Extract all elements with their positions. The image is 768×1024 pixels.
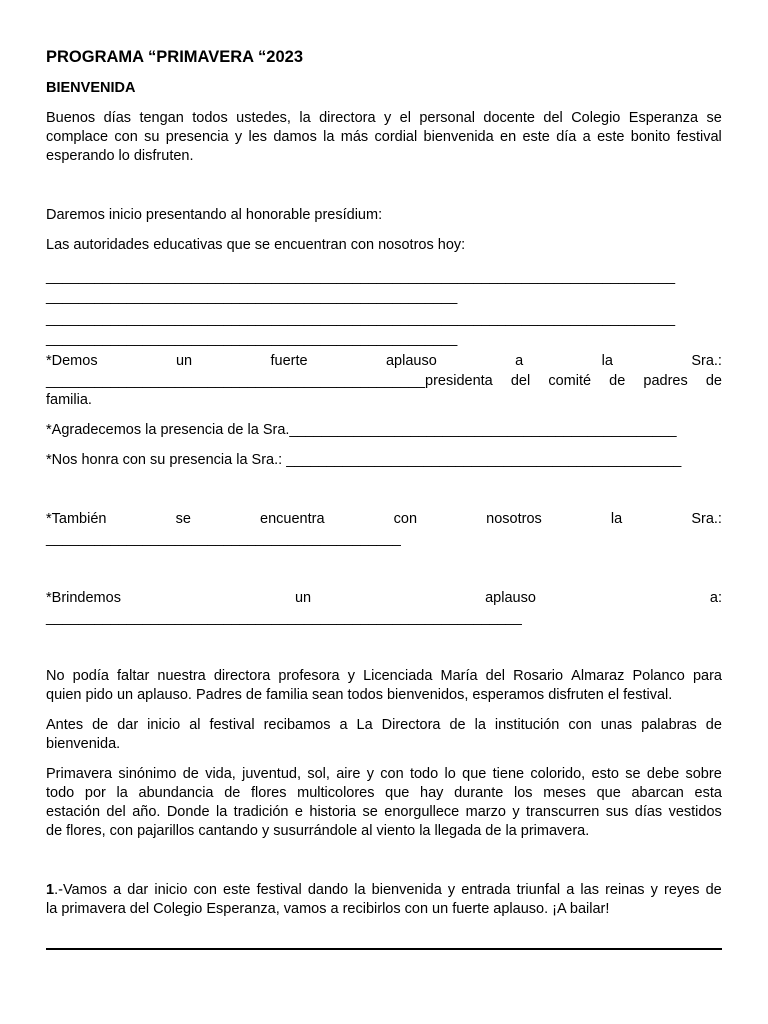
word: inicio [154, 882, 188, 898]
word: esta [694, 785, 722, 801]
word: Sra.: [691, 511, 722, 527]
word: aplauso [385, 353, 437, 369]
word: por [84, 785, 106, 801]
word: hay [420, 785, 444, 801]
word: que [385, 785, 410, 801]
word: María [440, 668, 478, 684]
word: Primavera [46, 766, 113, 782]
antes-line-1 [46, 716, 722, 735]
blank-line: ___________________________________________________________ [46, 610, 522, 626]
word: padres [643, 373, 688, 389]
word: los [513, 785, 533, 801]
word: la [601, 353, 613, 369]
word: personal [419, 110, 475, 126]
bottom-rule [46, 948, 722, 950]
word: la [474, 717, 486, 733]
agradecemos-line [46, 421, 722, 440]
word: damos [273, 129, 317, 145]
brindemos-line [46, 589, 722, 608]
word: vestidos [668, 804, 722, 820]
word: para [692, 668, 722, 684]
word: institución [494, 717, 560, 733]
word: con [380, 766, 404, 782]
word: a [113, 882, 122, 898]
blank-line: ______________________________________________________________________________ [46, 269, 676, 285]
word: la [116, 785, 128, 801]
word: de [705, 373, 722, 389]
word: todos [192, 110, 228, 126]
word: se [175, 511, 191, 527]
word: tengan [139, 110, 184, 126]
word: al [189, 717, 201, 733]
word: y [234, 129, 243, 145]
word: No [46, 668, 65, 684]
word: las [580, 882, 599, 898]
word: transcurren [526, 804, 600, 820]
demos-line-3: familia. [46, 392, 92, 408]
word: tiene [492, 766, 525, 782]
word: Esperanza [628, 110, 699, 126]
demos-line-2 [46, 372, 722, 391]
word: la [610, 511, 623, 527]
blank-line: ________________________________________________ [289, 422, 677, 438]
word: comité [548, 373, 592, 389]
word: un [294, 590, 312, 606]
word: del [106, 804, 126, 820]
word: nuestra [157, 668, 206, 684]
word: *Brindemos [46, 590, 121, 606]
word: abarcan [631, 785, 684, 801]
word: presidenta [425, 373, 493, 389]
section-heading: BIENVENIDA [46, 80, 136, 96]
word: sol, [307, 766, 330, 782]
word: todo [409, 766, 439, 782]
word: del [543, 110, 563, 126]
welcome-line-2 [46, 128, 722, 147]
word: marzo [465, 804, 506, 820]
word: tradición [233, 804, 289, 820]
word: fuerte [270, 353, 308, 369]
word: directora [319, 110, 376, 126]
word: se [625, 766, 641, 782]
word: Almaraz [571, 668, 625, 684]
word: y [366, 766, 374, 782]
word: Donde [166, 804, 210, 820]
word: triunfal [516, 882, 561, 898]
word: y [447, 882, 456, 898]
word: cordial [374, 129, 418, 145]
word: un [175, 353, 193, 369]
word: la [299, 110, 311, 126]
word: Rosario [513, 668, 564, 684]
demos-line-1 [46, 352, 722, 371]
word: lo [444, 766, 456, 782]
word: a [582, 129, 591, 145]
word: presencia [165, 129, 229, 145]
antes-line-2: bienvenida. [46, 736, 121, 752]
word: Polanco [632, 668, 685, 684]
word: a [566, 882, 575, 898]
word: y [383, 110, 392, 126]
word: aire [336, 766, 361, 782]
primavera-line-4: de flores, con pajarillos cantando y susurrándole al viento la llegada de la primavera. [46, 823, 590, 839]
word: de [705, 717, 722, 733]
word: sobre [685, 766, 722, 782]
word: esto [591, 766, 619, 782]
word: este [522, 129, 550, 145]
presidium-text: Daremos inicio presentando al honorable presídium: [46, 207, 383, 223]
word: recibamos [263, 717, 331, 733]
nos-honra-line [46, 451, 722, 470]
word: Licenciada [363, 668, 433, 684]
word: les [248, 129, 268, 145]
word: se [706, 110, 722, 126]
word: docente [483, 110, 535, 126]
blank-line: _________________________________________________ [286, 452, 682, 468]
word: a [339, 717, 348, 733]
word: su [144, 129, 160, 145]
word: unas [600, 717, 633, 733]
blank-line: ______________________________________________________________________________ [46, 311, 676, 327]
word: juventud, [242, 766, 301, 782]
word: *Demos [46, 353, 98, 369]
nos-honra-text: *Nos honra con su presencia la Sra.: [46, 452, 287, 468]
word: *También [46, 511, 107, 527]
welcome-line-1 [46, 109, 722, 128]
word: de [182, 766, 199, 782]
word: y [650, 882, 658, 898]
primavera-line-1 [46, 765, 722, 784]
word: directora [213, 668, 271, 684]
word: la [215, 804, 228, 820]
primavera-line-2 [46, 784, 722, 803]
blank-line: ___________________________________________________ [46, 289, 458, 305]
word: estación [46, 804, 101, 820]
word: debe [646, 766, 680, 782]
word: encuentra [260, 511, 325, 527]
word: y [347, 668, 355, 684]
item-1-line-1-words [58, 881, 722, 900]
word: se [362, 804, 378, 820]
word: -Vamos [58, 882, 107, 898]
word: con [193, 882, 217, 898]
word: este [223, 882, 251, 898]
word: palabras [641, 717, 697, 733]
word: del [510, 373, 531, 389]
word: a: [709, 590, 722, 606]
word: durante [454, 785, 504, 801]
word: podía [72, 668, 109, 684]
word: con [568, 717, 592, 733]
word: y [512, 804, 520, 820]
word: nosotros [486, 511, 542, 527]
agradecemos-text: *Agradecemos la presencia de la Sra. [46, 422, 290, 438]
item-1-line-2: la primavera del Colegio Esperanza, vamos a recibirlos con un fuerte aplauso. ¡A bailar! [46, 901, 610, 917]
word: sinónimo [118, 766, 177, 782]
word: historia [309, 804, 357, 820]
directora-line-2: quien pido un aplauso. Padres de familia sean todos bienvenidos, esperamos disfruten el festival. [46, 687, 673, 703]
word: con [393, 511, 418, 527]
word: meses [543, 785, 586, 801]
word: ustedes, [236, 110, 291, 126]
word: e [294, 804, 303, 820]
word: bonito [630, 129, 671, 145]
word: bienvenida [423, 129, 494, 145]
word: faltar [117, 668, 150, 684]
word: abundancia [138, 785, 214, 801]
word: con [114, 129, 138, 145]
word: profesora [278, 668, 340, 684]
word: festival [256, 882, 302, 898]
word: de [449, 717, 466, 733]
word: la [323, 129, 335, 145]
blank-line: ___________________________________________________ [46, 331, 458, 347]
word: a [515, 353, 524, 369]
word: aplauso [485, 590, 536, 606]
word: reyes [664, 882, 700, 898]
item-1-line-1: 1 . -Vamos a dar inicio con este festival dando la bienvenida y entrada triunfal a las reinas y reyes de [46, 882, 722, 898]
word: la [354, 882, 366, 898]
word: flores [251, 785, 287, 801]
word: enorgullece [384, 804, 460, 820]
item-1-number: 1 [46, 882, 55, 898]
word: Antes [46, 717, 84, 733]
word: de [224, 785, 241, 801]
word: el [399, 110, 411, 126]
word: dando [307, 882, 349, 898]
directora-line-1 [46, 667, 722, 686]
blank-line: ____________________________________________ [46, 531, 401, 547]
word: colorido, [530, 766, 586, 782]
word: días [103, 110, 132, 126]
word: multicolores [297, 785, 375, 801]
word: inicio [147, 717, 181, 733]
word: vida, [205, 766, 236, 782]
program-title: PROGRAMA “PRIMAVERA “2023 [46, 48, 304, 66]
word: este [597, 129, 625, 145]
word: entrada [461, 882, 511, 898]
word: Colegio [571, 110, 621, 126]
word: que [596, 785, 621, 801]
demos-line-2-words [425, 372, 722, 391]
word: festival [209, 717, 255, 733]
word: días [634, 804, 663, 820]
primavera-line-3 [46, 803, 722, 822]
word: Directora [381, 717, 441, 733]
tambien-line [46, 510, 722, 529]
word: año. [132, 804, 161, 820]
word: de [705, 882, 722, 898]
word: que [462, 766, 487, 782]
word: La [356, 717, 373, 733]
word: sus [605, 804, 629, 820]
authorities-text: Las autoridades educativas que se encuentran con nosotros hoy: [46, 237, 466, 253]
word: dar [127, 882, 149, 898]
word: complace [46, 129, 109, 145]
word: bienvenida [371, 882, 442, 898]
word: de [609, 373, 626, 389]
welcome-line-3: esperando lo disfruten. [46, 148, 194, 164]
word: dar [117, 717, 139, 733]
word: reinas [605, 882, 645, 898]
blank-line: _______________________________________________ [46, 373, 426, 389]
word: todo [46, 785, 75, 801]
word: más [340, 129, 369, 145]
word: día [556, 129, 577, 145]
word: festival [676, 129, 722, 145]
word: en [500, 129, 517, 145]
word: Sra.: [691, 353, 722, 369]
word: Buenos [46, 110, 96, 126]
word: del [485, 668, 506, 684]
word: de [92, 717, 109, 733]
